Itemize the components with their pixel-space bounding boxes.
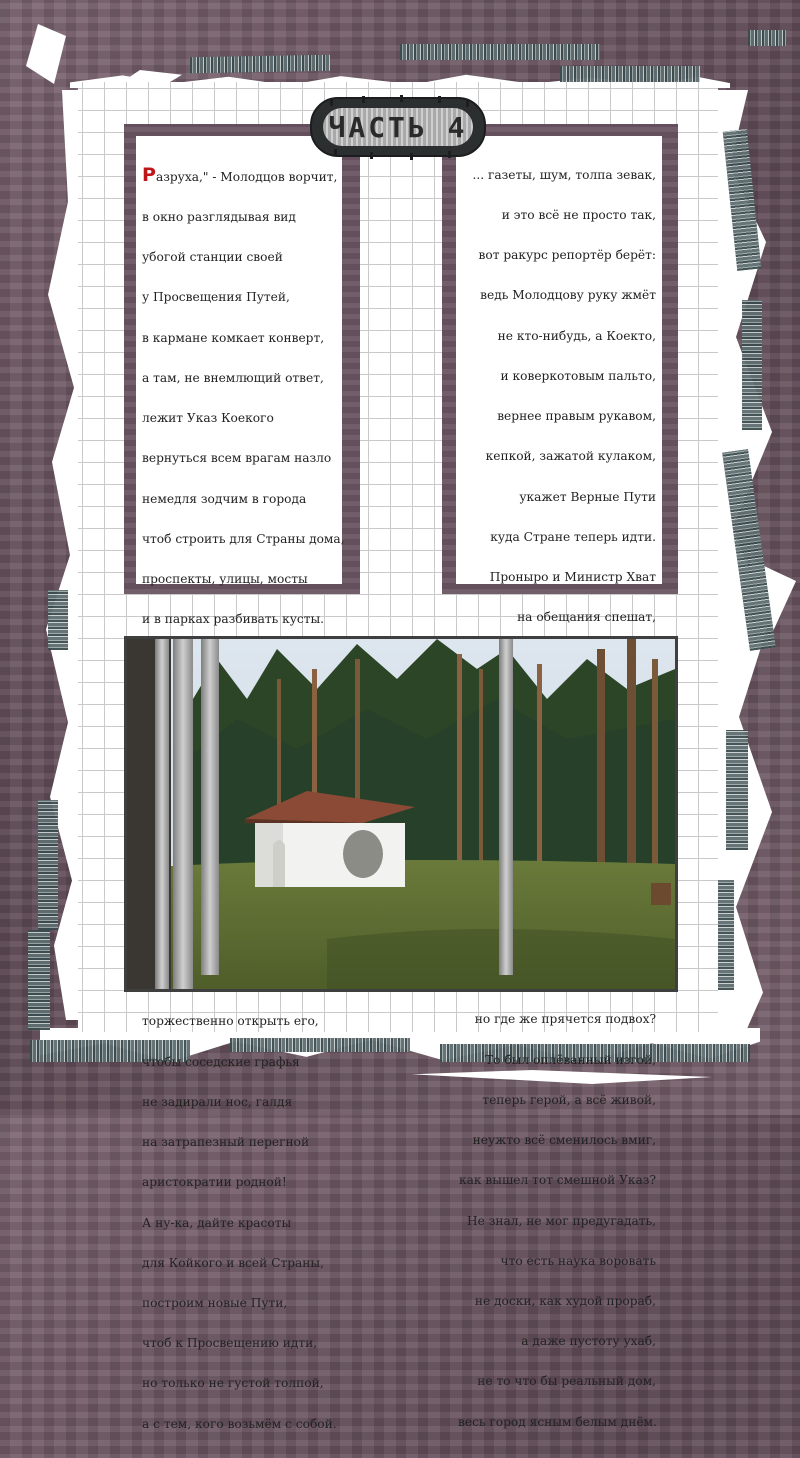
poem-line: для Койкого и всей Страны,: [142, 1255, 324, 1270]
badge-stitch: [362, 96, 365, 103]
poem-line: чтобы соседские графья: [142, 1054, 300, 1069]
left-poem-text: [136, 136, 345, 1431]
poem-line: на затрапезный перегной: [142, 1135, 310, 1150]
poem-line: куда Стране теперь идти.: [490, 529, 656, 544]
poem-line: а с тем, кого возьмём с собой.: [142, 1416, 337, 1431]
poem-line: лежит Указ Коекого: [142, 411, 274, 426]
bark-strip: [190, 55, 330, 73]
bark-strip: [48, 590, 68, 650]
poem-line: кепкой, зажатой кулаком,: [485, 449, 656, 464]
poem-line: вернуться всем врагам назло: [142, 451, 332, 466]
poem-line: а даже пустоту ухаб,: [521, 1334, 656, 1349]
bark-strip: [400, 44, 600, 60]
poem-line: у Просвещения Путей,: [142, 290, 290, 305]
poem-line: чтоб строить для Страны дома,: [142, 531, 345, 546]
poem-line: в окно разглядывая вид: [142, 210, 296, 225]
forest-pavilion-photo: [124, 636, 678, 992]
right-poem-text: [456, 136, 662, 1429]
poem-line: Проныро и Министр Хват: [489, 570, 656, 584]
poem-line: но только не густой толпой,: [142, 1376, 324, 1391]
bark-strip: [748, 30, 786, 46]
poem-line: не доски, как худой прораб,: [474, 1293, 656, 1308]
poem-line: неужто всё сменилось вмиг,: [472, 1133, 656, 1148]
poem-line: аристократии родной!: [142, 1175, 287, 1190]
bark-strip: [38, 800, 58, 930]
badge-stitch: [466, 100, 469, 107]
poem-line: вернее правым рукавом,: [497, 409, 656, 424]
badge-stitch: [438, 96, 441, 103]
poem-line: и в парках разбивать кусты.: [142, 612, 325, 627]
photo-illustration: [127, 639, 675, 989]
bark-strip: [726, 730, 748, 850]
poem-line: торжественно открыть его,: [142, 1014, 319, 1029]
chapter-title: ЧАСТЬ 4: [328, 110, 468, 144]
bark-strip: [28, 930, 50, 1030]
poem-line: проспекты, улицы, мосты: [142, 572, 308, 586]
poem-line: не задирали нос, галдя: [142, 1094, 293, 1109]
poem-line: немедля зодчим в города: [142, 491, 307, 506]
poem-line: не то что бы реальный дом,: [477, 1374, 656, 1389]
poem-line: а там, не внемлющий ответ,: [142, 370, 324, 385]
chapter-title-plate: [323, 108, 473, 146]
poem-line: в кармане комкает конверт,: [142, 330, 325, 345]
poem-line: но где же прячется подвох?: [474, 1012, 656, 1027]
poem-line: и коверкотовым пальто,: [500, 368, 656, 383]
poem-line: ведь Молодцову руку жмёт: [480, 288, 656, 303]
poem-line: ... газеты, шум, толпа зевак,: [472, 167, 656, 182]
right-poem-column: [442, 124, 678, 1429]
poem-line: не кто-нибудь, а Коекто,: [497, 328, 656, 343]
poem-line: укажет Верные Пути: [519, 489, 656, 504]
poem-line: и это всё не просто так,: [501, 208, 656, 223]
drop-cap: Р: [142, 163, 156, 186]
poem-line: как вышел тот смешной Указ?: [459, 1173, 656, 1188]
poem-line: То был оплёванный изгой,: [485, 1052, 656, 1067]
chapter-title-badge: [310, 97, 486, 157]
poem-line: теперь герой, а всё живой,: [482, 1092, 656, 1107]
poem-line: Разруха," - Молодцов ворчит,: [142, 163, 338, 186]
torn-scrap: [26, 24, 66, 84]
badge-stitch: [334, 149, 337, 156]
poem-line: весь город ясным белым днём.: [458, 1414, 657, 1429]
poem-line: убогой станции своей: [142, 250, 283, 265]
bark-strip: [742, 300, 762, 430]
left-poem-column: [124, 124, 360, 1431]
torn-scrap: [122, 70, 182, 82]
badge-stitch: [400, 95, 403, 102]
badge-stitch: [370, 152, 373, 159]
poem-line: вот ракурс репортёр берёт:: [478, 248, 656, 263]
badge-stitch: [410, 153, 413, 160]
badge-stitch: [330, 99, 333, 106]
poem-line: построим новые Пути,: [142, 1295, 288, 1310]
poem-line: А ну-ка, дайте красоты: [142, 1215, 292, 1230]
badge-stitch: [448, 151, 451, 158]
poem-line: на обещания спешат,: [517, 610, 656, 625]
poem-line: что есть наука воровать: [500, 1253, 656, 1268]
poem-line: чтоб к Просвещению идти,: [142, 1336, 318, 1351]
poem-line: Не знал, не мог предугадать,: [466, 1213, 656, 1228]
